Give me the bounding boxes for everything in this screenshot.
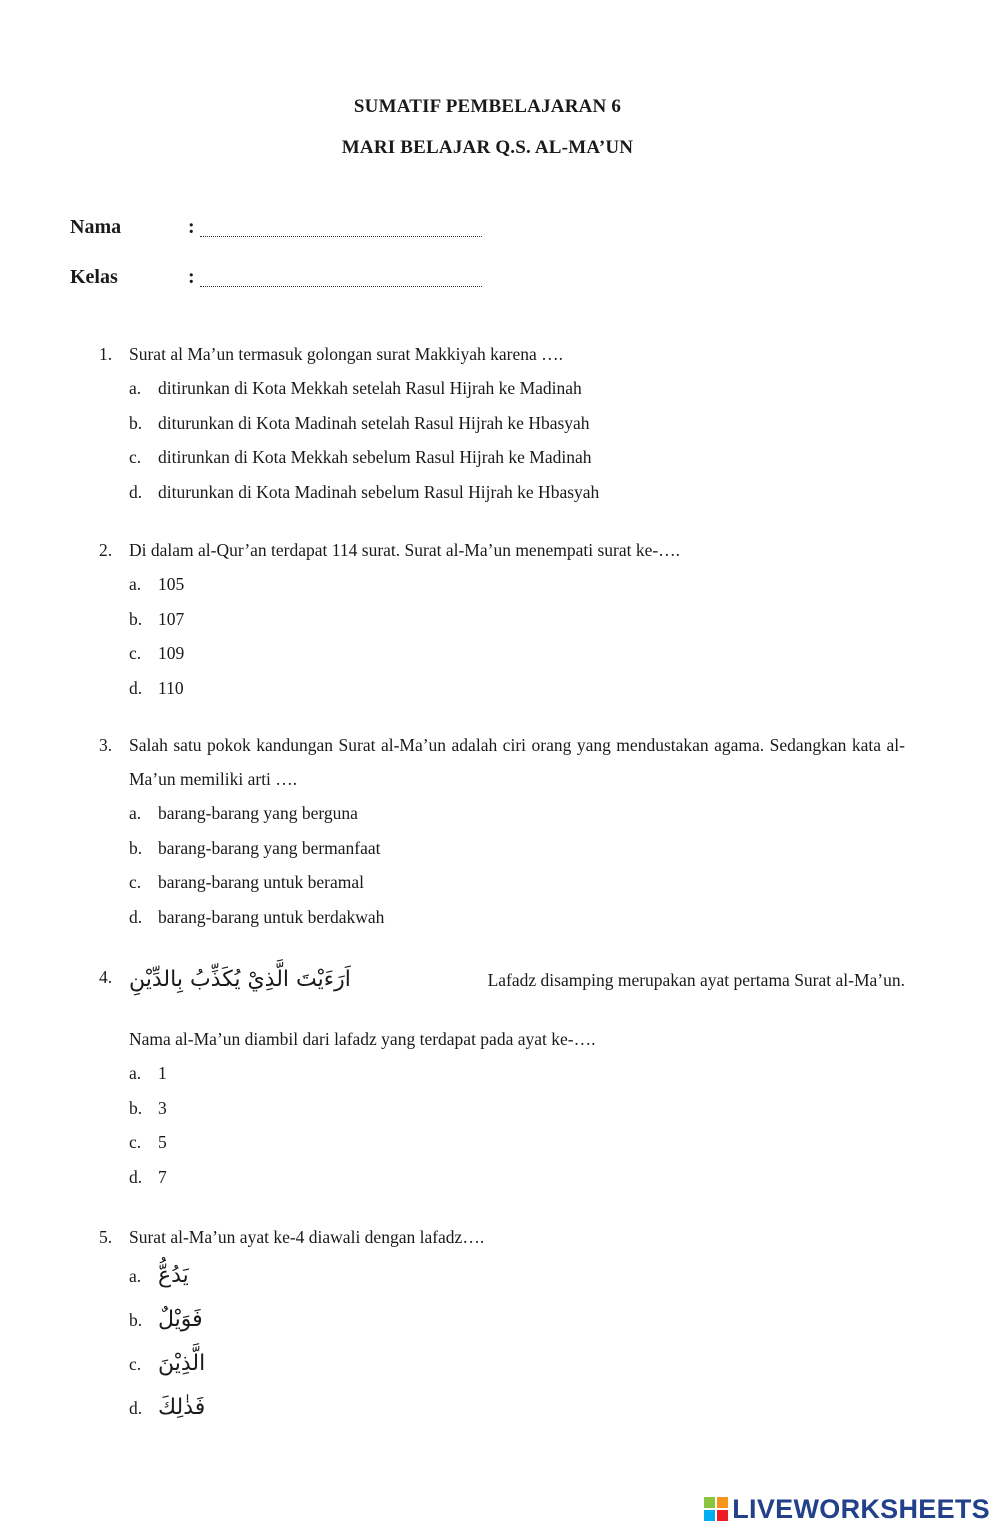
option-arabic-text: يَدُعُّ [158,1263,189,1288]
brand-name: LIVEWORKSHEETS [732,1493,990,1524]
option-c[interactable] [129,636,905,671]
kelas-input-line[interactable] [200,285,482,287]
option-letter: a. [129,574,142,594]
option-b[interactable] [129,602,905,637]
option-letter: d. [129,481,143,502]
title-line-1: SUMATIF PEMBELAJARAN 6 [353,96,622,117]
option-arabic-text: فَذٰلِكَ [158,1395,206,1420]
option-letter: b. [129,608,143,629]
option-letter: d. [129,906,143,927]
kelas-colon: : [188,266,195,288]
option-c[interactable] [129,865,905,900]
question-stem: Nama al-Ma’un diambil dari lafadz yang terdapat pada ayat ke-…. [129,1029,596,1049]
nama-colon: : [188,216,195,238]
option-b[interactable] [129,406,905,441]
nama-field [70,216,482,239]
option-text: diturunkan di Kota Madinah sebelum Rasul Hijrah ke Hbasyah [158,481,600,502]
question-4-header [99,960,905,1000]
option-letter: c. [129,643,142,663]
option-a[interactable] [129,567,905,602]
option-text: barang-barang yang berguna [158,803,358,823]
kelas-field [70,266,482,289]
option-letter: d. [129,1166,143,1187]
option-text: barang-barang untuk berdakwah [158,906,385,927]
nama-label: Nama [70,216,122,238]
option-letter: b. [129,837,143,858]
verse-description: Lafadz disamping merupakan ayat pertama Surat al-Ma’un. [487,970,905,990]
option-letter: b. [129,1097,143,1118]
option-arabic-text: الَّذِيْنَ [158,1351,206,1376]
option-text: 110 [158,677,184,698]
option-d[interactable] [129,671,905,706]
liveworksheets-icon [704,1497,728,1521]
question-2 [99,533,905,705]
question-number: 4. [99,967,113,987]
question-number: 3. [99,735,113,755]
arabic-verse: اَرَءَيْتَ الَّذِيْ يُكَذِّبُ بِالدِّيْنِ [129,967,351,992]
option-text: diturunkan di Kota Madinah setelah Rasul Hijrah ke Hbasyah [158,412,590,433]
option-text: ditirunkan di Kota Mekkah setelah Rasul Hijrah ke Madinah [158,378,582,398]
title-line-2: MARI BELAJAR Q.S. AL-MA’UN [341,137,634,158]
option-letter: b. [129,412,143,433]
option-a[interactable] [129,371,905,406]
option-text: ditirunkan di Kota Mekkah sebelum Rasul Hijrah ke Madinah [158,447,592,467]
option-text: 105 [158,574,185,594]
option-text: 107 [158,608,185,629]
option-text: 7 [158,1166,167,1187]
option-d[interactable] [129,1160,905,1195]
liveworksheets-logo [704,1494,990,1524]
option-letter: a. [129,1266,142,1286]
option-b[interactable] [129,831,905,866]
question-5 [99,1220,905,1430]
option-letter: c. [129,1132,142,1152]
option-b[interactable] [129,1298,905,1342]
kelas-label: Kelas [70,266,118,288]
question-number: 5. [99,1227,113,1247]
question-4 [99,960,905,1194]
option-letter: c. [129,447,142,467]
option-c[interactable] [129,440,905,475]
option-letter: a. [129,378,142,398]
option-letter: c. [129,1354,142,1374]
question-stem: Di dalam al-Qur’an terdapat 114 surat. Surat al-Ma’un menempati surat ke-…. [129,540,681,560]
option-c[interactable] [129,1125,905,1160]
option-a[interactable] [129,1254,905,1298]
option-d[interactable] [129,1386,905,1430]
question-stem: Salah satu pokok kandungan Surat al-Ma’un adalah ciri orang yang mendustakan agama. Sedangkan kata al-Ma’un memiliki arti …. [129,735,905,789]
question-stem: Surat al Ma’un termasuk golongan surat Makkiyah karena …. [129,344,563,364]
option-arabic-text: فَوَيْلٌ [158,1307,203,1332]
option-c[interactable] [129,1342,905,1386]
nama-input-line[interactable] [200,235,482,237]
question-1 [99,337,905,509]
option-a[interactable] [129,1056,905,1091]
question-number: 2. [99,540,113,560]
option-letter: a. [129,1063,142,1083]
option-letter: c. [129,872,142,892]
option-letter: d. [129,677,143,698]
option-text: barang-barang untuk beramal [158,872,365,892]
question-number: 1. [99,344,113,364]
option-b[interactable] [129,1091,905,1126]
option-letter: b. [129,1310,143,1330]
option-text: 3 [158,1097,167,1118]
option-a[interactable] [129,796,905,831]
option-text: barang-barang yang bermanfaat [158,837,381,858]
question-3 [99,728,905,934]
option-text: 5 [158,1132,167,1152]
option-text: 109 [158,643,185,663]
question-stem: Surat al-Ma’un ayat ke-4 diawali dengan lafadz…. [129,1227,485,1247]
option-letter: a. [129,803,142,823]
option-letter: d. [129,1398,143,1418]
option-text: 1 [158,1063,167,1083]
option-d[interactable] [129,475,905,510]
option-d[interactable] [129,900,905,935]
